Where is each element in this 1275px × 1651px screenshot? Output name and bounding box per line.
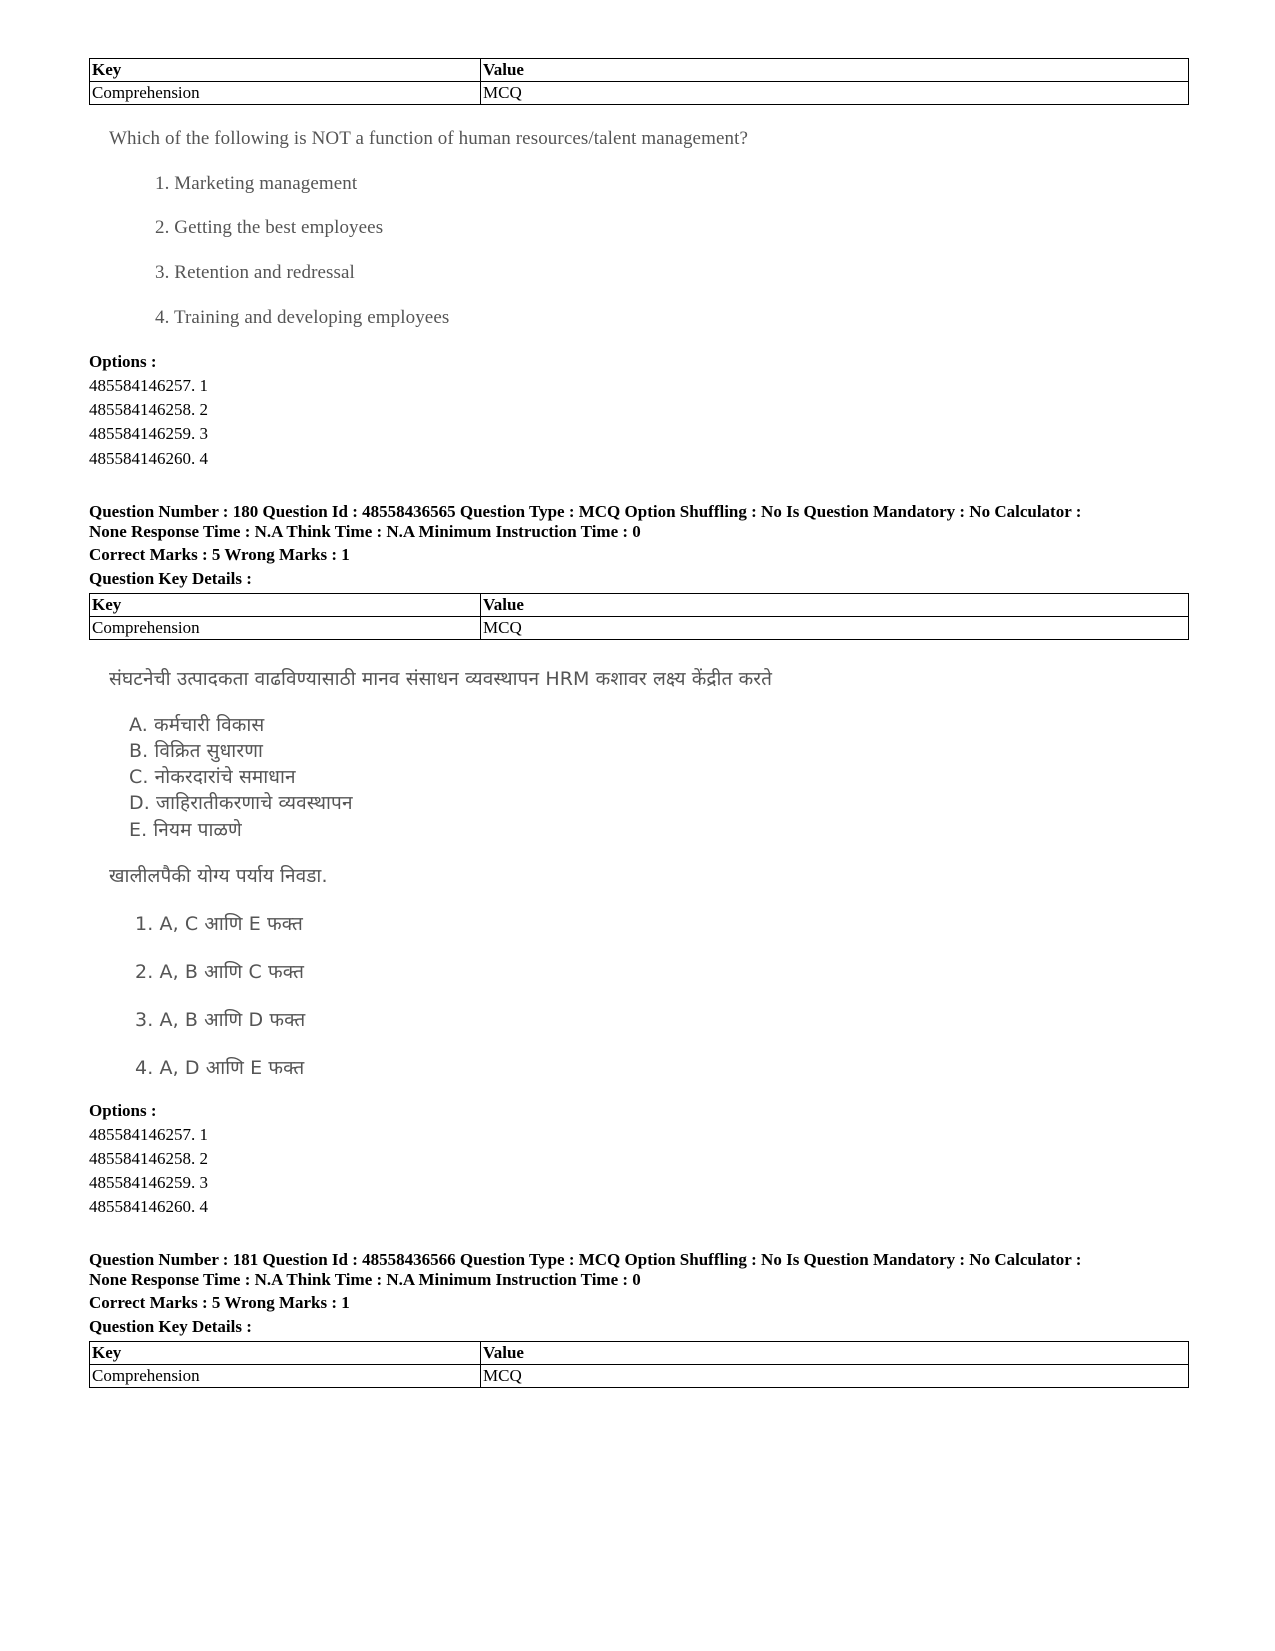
table-header-row bbox=[90, 59, 1189, 82]
table-row bbox=[90, 1365, 1189, 1388]
marks-line: Correct Marks : 5 Wrong Marks : 1 bbox=[89, 545, 350, 564]
statement-item: D. जाहिरातीकरणाचे व्यवस्थापन bbox=[129, 792, 353, 814]
option-item: 485584146260. 4 bbox=[89, 1197, 208, 1216]
question-key-table bbox=[89, 58, 1189, 105]
meta-line: Question Number : 180 Question Id : 48558436565 Question Type : MCQ Option Shuffling : No Is Question Mandatory : No Calculator : bbox=[89, 502, 1082, 521]
table-row bbox=[90, 617, 1189, 640]
statement-item: B. विक्रित सुधारणा bbox=[129, 740, 263, 762]
marks-line: Correct Marks : 5 Wrong Marks : 1 bbox=[89, 1293, 350, 1312]
choice-item: 1. Marketing management bbox=[155, 173, 358, 194]
key-cell: Comprehension bbox=[90, 617, 481, 640]
value-header: Value bbox=[481, 59, 1189, 82]
value-cell: MCQ bbox=[481, 617, 1189, 640]
key-cell: Comprehension bbox=[90, 82, 481, 105]
key-details-label: Question Key Details : bbox=[89, 1317, 252, 1336]
key-details-label: Question Key Details : bbox=[89, 569, 252, 588]
key-cell: Comprehension bbox=[90, 1365, 481, 1388]
option-item: 485584146259. 3 bbox=[89, 1173, 208, 1192]
key-header: Key bbox=[90, 594, 481, 617]
value-cell: MCQ bbox=[481, 82, 1189, 105]
option-item: 485584146259. 3 bbox=[89, 424, 208, 443]
option-item: 485584146257. 1 bbox=[89, 376, 208, 395]
option-item: 485584146257. 1 bbox=[89, 1125, 208, 1144]
meta-line: None Response Time : N.A Think Time : N.A Minimum Instruction Time : 0 bbox=[89, 1270, 641, 1289]
choice-item: 4. Training and developing employees bbox=[155, 307, 450, 328]
choice-item: 3. Retention and redressal bbox=[155, 262, 355, 283]
question-meta-180 bbox=[89, 502, 1189, 542]
value-cell: MCQ bbox=[481, 1365, 1189, 1388]
key-header: Key bbox=[90, 1342, 481, 1365]
table-header-row bbox=[90, 594, 1189, 617]
question-stem: संघटनेची उत्पादकता वाढविण्यासाठी मानव संसाधन व्यवस्थापन HRM कशावर लक्ष्य केंद्रीत करते bbox=[109, 668, 773, 690]
question-key-table bbox=[89, 1341, 1189, 1388]
choice-item: 3. A, B आणि D फक्त bbox=[135, 1009, 306, 1031]
value-header: Value bbox=[481, 1342, 1189, 1365]
options-label: Options : bbox=[89, 1101, 157, 1120]
option-item: 485584146258. 2 bbox=[89, 400, 208, 419]
question-meta-181 bbox=[89, 1250, 1189, 1290]
options-label: Options : bbox=[89, 352, 157, 371]
choice-item: 2. Getting the best employees bbox=[155, 217, 384, 238]
choice-item: 1. A, C आणि E फक्त bbox=[135, 913, 303, 935]
statement-item: E. नियम पाळणे bbox=[129, 819, 242, 841]
meta-line: Question Number : 181 Question Id : 48558436566 Question Type : MCQ Option Shuffling : No Is Question Mandatory : No Calculator : bbox=[89, 1250, 1082, 1269]
meta-line: None Response Time : N.A Think Time : N.A Minimum Instruction Time : 0 bbox=[89, 522, 641, 541]
question-image-block-2 bbox=[109, 665, 1009, 1085]
choice-item: 4. A, D आणि E फक्त bbox=[135, 1057, 305, 1079]
statement-item: C. नोकरदारांचे समाधान bbox=[129, 766, 296, 788]
value-header: Value bbox=[481, 594, 1189, 617]
question-image-block-1 bbox=[109, 128, 1009, 338]
instruction-text: खालीलपैकी योग्य पर्याय निवडा. bbox=[109, 865, 328, 887]
table-row bbox=[90, 82, 1189, 105]
option-item: 485584146258. 2 bbox=[89, 1149, 208, 1168]
question-key-table bbox=[89, 593, 1189, 640]
option-item: 485584146260. 4 bbox=[89, 449, 208, 468]
question-stem: Which of the following is NOT a function of human resources/talent management? bbox=[109, 128, 749, 149]
choice-item: 2. A, B आणि C फक्त bbox=[135, 961, 305, 983]
statement-item: A. कर्मचारी विकास bbox=[129, 714, 265, 736]
table-header-row bbox=[90, 1342, 1189, 1365]
key-header: Key bbox=[90, 59, 481, 82]
